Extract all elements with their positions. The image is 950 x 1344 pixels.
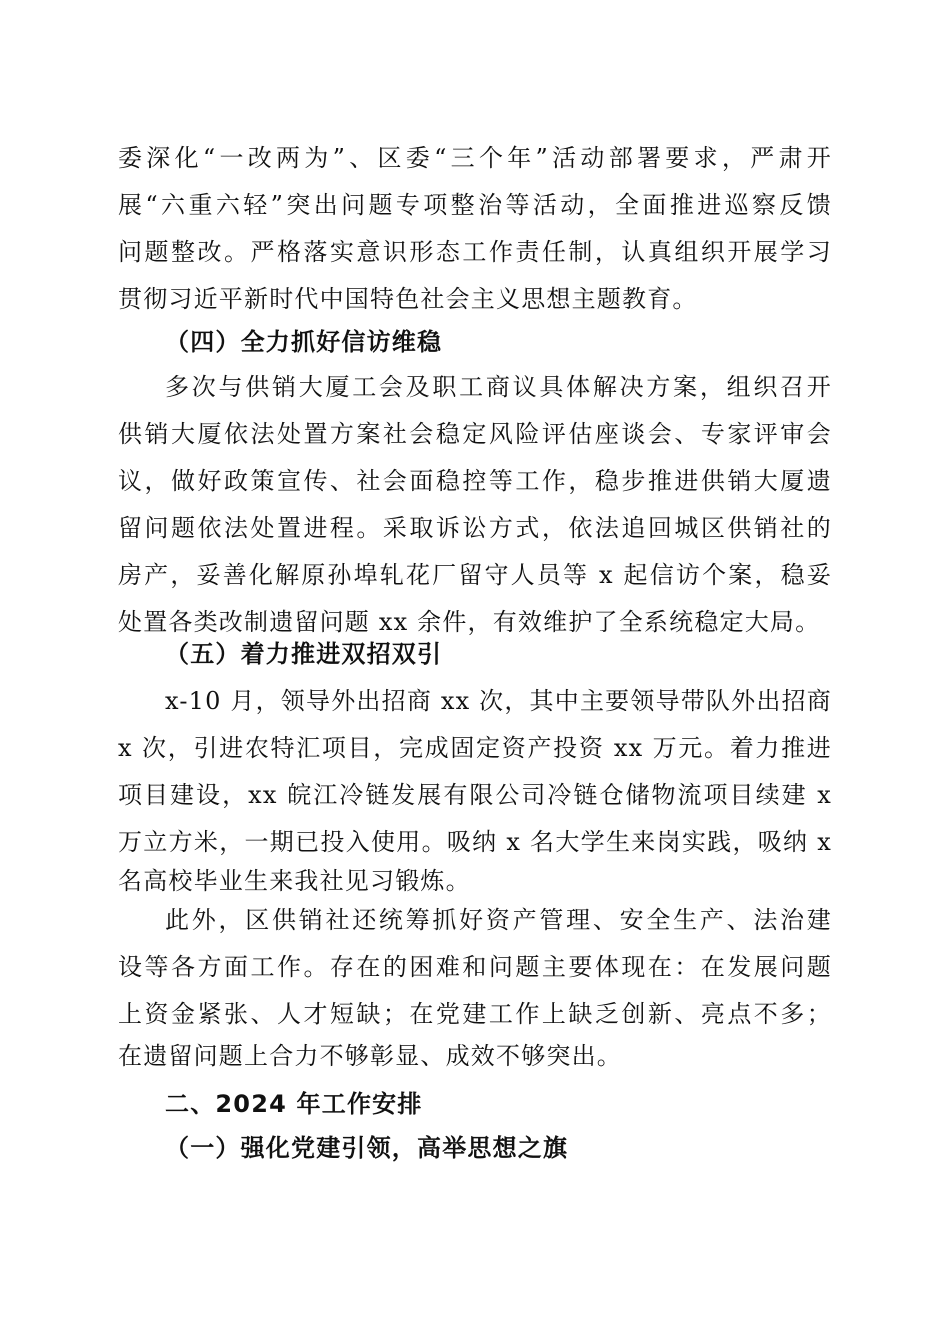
paragraph-line: 议，做好政策宣传、社会面稳控等工作，稳步推进供销大厦遗 <box>118 467 832 495</box>
paragraph-line: 在遗留问题上合力不够彰显、成效不够突出。 <box>118 1042 622 1070</box>
paragraph-line: x 次，引进农特汇项目，完成固定资产投资 xx 万元。着力推进 <box>118 734 832 762</box>
paragraph-line: 供销大厦依法处置方案社会稳定风险评估座谈会、专家评审会 <box>118 420 832 448</box>
part-heading: 二、2024 年工作安排 <box>165 1090 423 1118</box>
paragraph-line: 项目建设，xx 皖江冷链发展有限公司冷链仓储物流项目续建 x <box>118 781 832 809</box>
paragraph-line: 上资金紧张、人才短缺；在党建工作上缺乏创新、亮点不多； <box>118 1000 832 1028</box>
paragraph-line: 多次与供销大厦工会及职工商议具体解决方案，组织召开 <box>165 373 832 401</box>
paragraph-line: 问题整改。严格落实意识形态工作责任制，认真组织开展学习 <box>118 238 832 266</box>
paragraph-line: 留问题依法处置进程。采取诉讼方式，依法追回城区供销社的 <box>118 514 832 542</box>
subsection-heading-1: （一）强化党建引领，高举思想之旗 <box>165 1133 569 1162</box>
paragraph-line: 名高校毕业生来我社见习锻炼。 <box>118 867 471 895</box>
paragraph-line: 展“六重六轻”突出问题专项整治等活动，全面推进巡察反馈 <box>118 191 832 219</box>
paragraph-line: 万立方米，一期已投入使用。吸纳 x 名大学生来岗实践，吸纳 x <box>118 828 832 856</box>
paragraph-line: 此外，区供销社还统筹抓好资产管理、安全生产、法治建 <box>165 906 832 934</box>
paragraph-line: 贯彻习近平新时代中国特色社会主义思想主题教育。 <box>118 285 698 313</box>
paragraph-line: 处置各类改制遗留问题 xx 余件，有效维护了全系统稳定大局。 <box>118 608 821 636</box>
paragraph-line: x-10 月，领导外出招商 xx 次，其中主要领导带队外出招商 <box>165 687 832 715</box>
paragraph-line: 委深化“一改两为”、区委“三个年”活动部署要求，严肃开 <box>118 144 832 172</box>
section-heading-4: （四）全力抓好信访维稳 <box>165 327 443 356</box>
section-heading-5: （五）着力推进双招双引 <box>165 639 443 668</box>
paragraph-line: 房产，妥善化解原孙埠轧花厂留守人员等 x 起信访个案，稳妥 <box>118 561 832 589</box>
paragraph-line: 设等各方面工作。存在的困难和问题主要体现在：在发展问题 <box>118 953 832 981</box>
